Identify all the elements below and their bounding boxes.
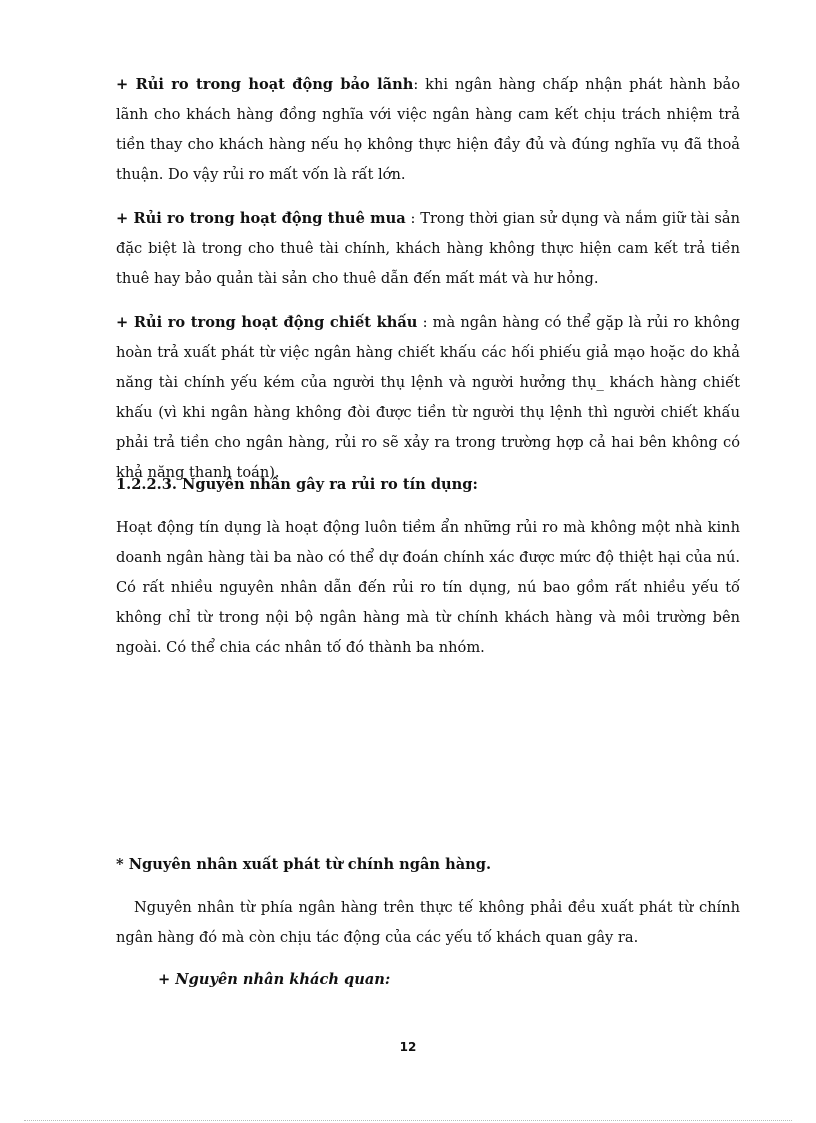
paragraph-text: : mà ngân hàng có thể gặp là rủi ro không hoàn trả xuất phát từ việc ngân hàng chiết khấu các hối phiếu giả mạo hoặc do khả năng tài chính yếu kém của người thụ lệnh và người hưởng thụ_ khách hàng chiết khấu (vì khi ngân hàng không đòi được tiền từ người thụ lệnh thì người chiết khấu phải trả tiền cho ngân hàng, rủi ro sẽ xảy ra trong trường hợp cả hai bên không có khả năng thanh toán). (116, 314, 740, 481)
paragraph-text: : khi ngân hàng chấp nhận phát hành bảo lãnh cho khách hàng đồng nghĩa với việc ngân hàng cam kết chịu trách nhiệm trả tiền thay cho khách hàng nếu họ không thực hiện đầy đủ và đúng nghĩa vụ đã thoả thuận. Do vậy rủi ro mất vốn là rất lớn. (116, 76, 740, 183)
paragraph-heading: + Rủi ro trong hoạt động bảo lãnh (116, 76, 414, 93)
paragraph-guarantee-risk (116, 70, 740, 190)
subsubheading-objective-causes: + Nguyên nhân khách quan: (158, 971, 391, 988)
subheading-bank-causes: * Nguyên nhân xuất phát từ chính ngân hàng. (116, 856, 492, 873)
paragraph-bank-causes: Nguyên nhân từ phía ngân hàng trên thực tế không phải đều xuất phát từ chính ngân hàng đó mà còn chịu tác động của các yếu tố khách quan gây ra. (116, 899, 740, 946)
paragraph-heading: + Rủi ro trong hoạt động chiết khấu (116, 314, 418, 331)
paragraph-heading: + Rủi ro trong hoạt động thuê mua (116, 210, 406, 227)
paragraph-leasing-risk (116, 204, 740, 294)
paragraph-causes-intro: Hoạt động tín dụng là hoạt động luôn tiềm ẩn những rủi ro mà không một nhà kinh doanh ngân hàng tài ba nào có thể dự đoán chính xác được mức độ thiệt hại của nú. Có rất nhiều nguyên nhân dẫn đến rủi ro tín dụng, nú bao gồm rất nhiều yếu tố không chỉ từ trong nội bộ ngân hàng mà từ chính khách hàng và môi trường bên ngoài. Có thể chia các nhân tố đó thành ba nhóm. (116, 519, 740, 656)
paragraph-text: : Trong thời gian sử dụng và nắm giữ tài sản đặc biệt là trong cho thuê tài chính, khách hàng không thực hiện cam kết trả tiền thuê hay bảo quản tài sản cho thuê dẫn đến mất mát và hư hỏng. (116, 210, 740, 287)
footer-divider (24, 1120, 792, 1121)
paragraph-discount-risk (116, 308, 740, 488)
page-number: 12 (399, 1040, 417, 1054)
section-heading: 1.2.2.3. Nguyên nhân gây ra rủi ro tín dụng: (116, 476, 478, 493)
